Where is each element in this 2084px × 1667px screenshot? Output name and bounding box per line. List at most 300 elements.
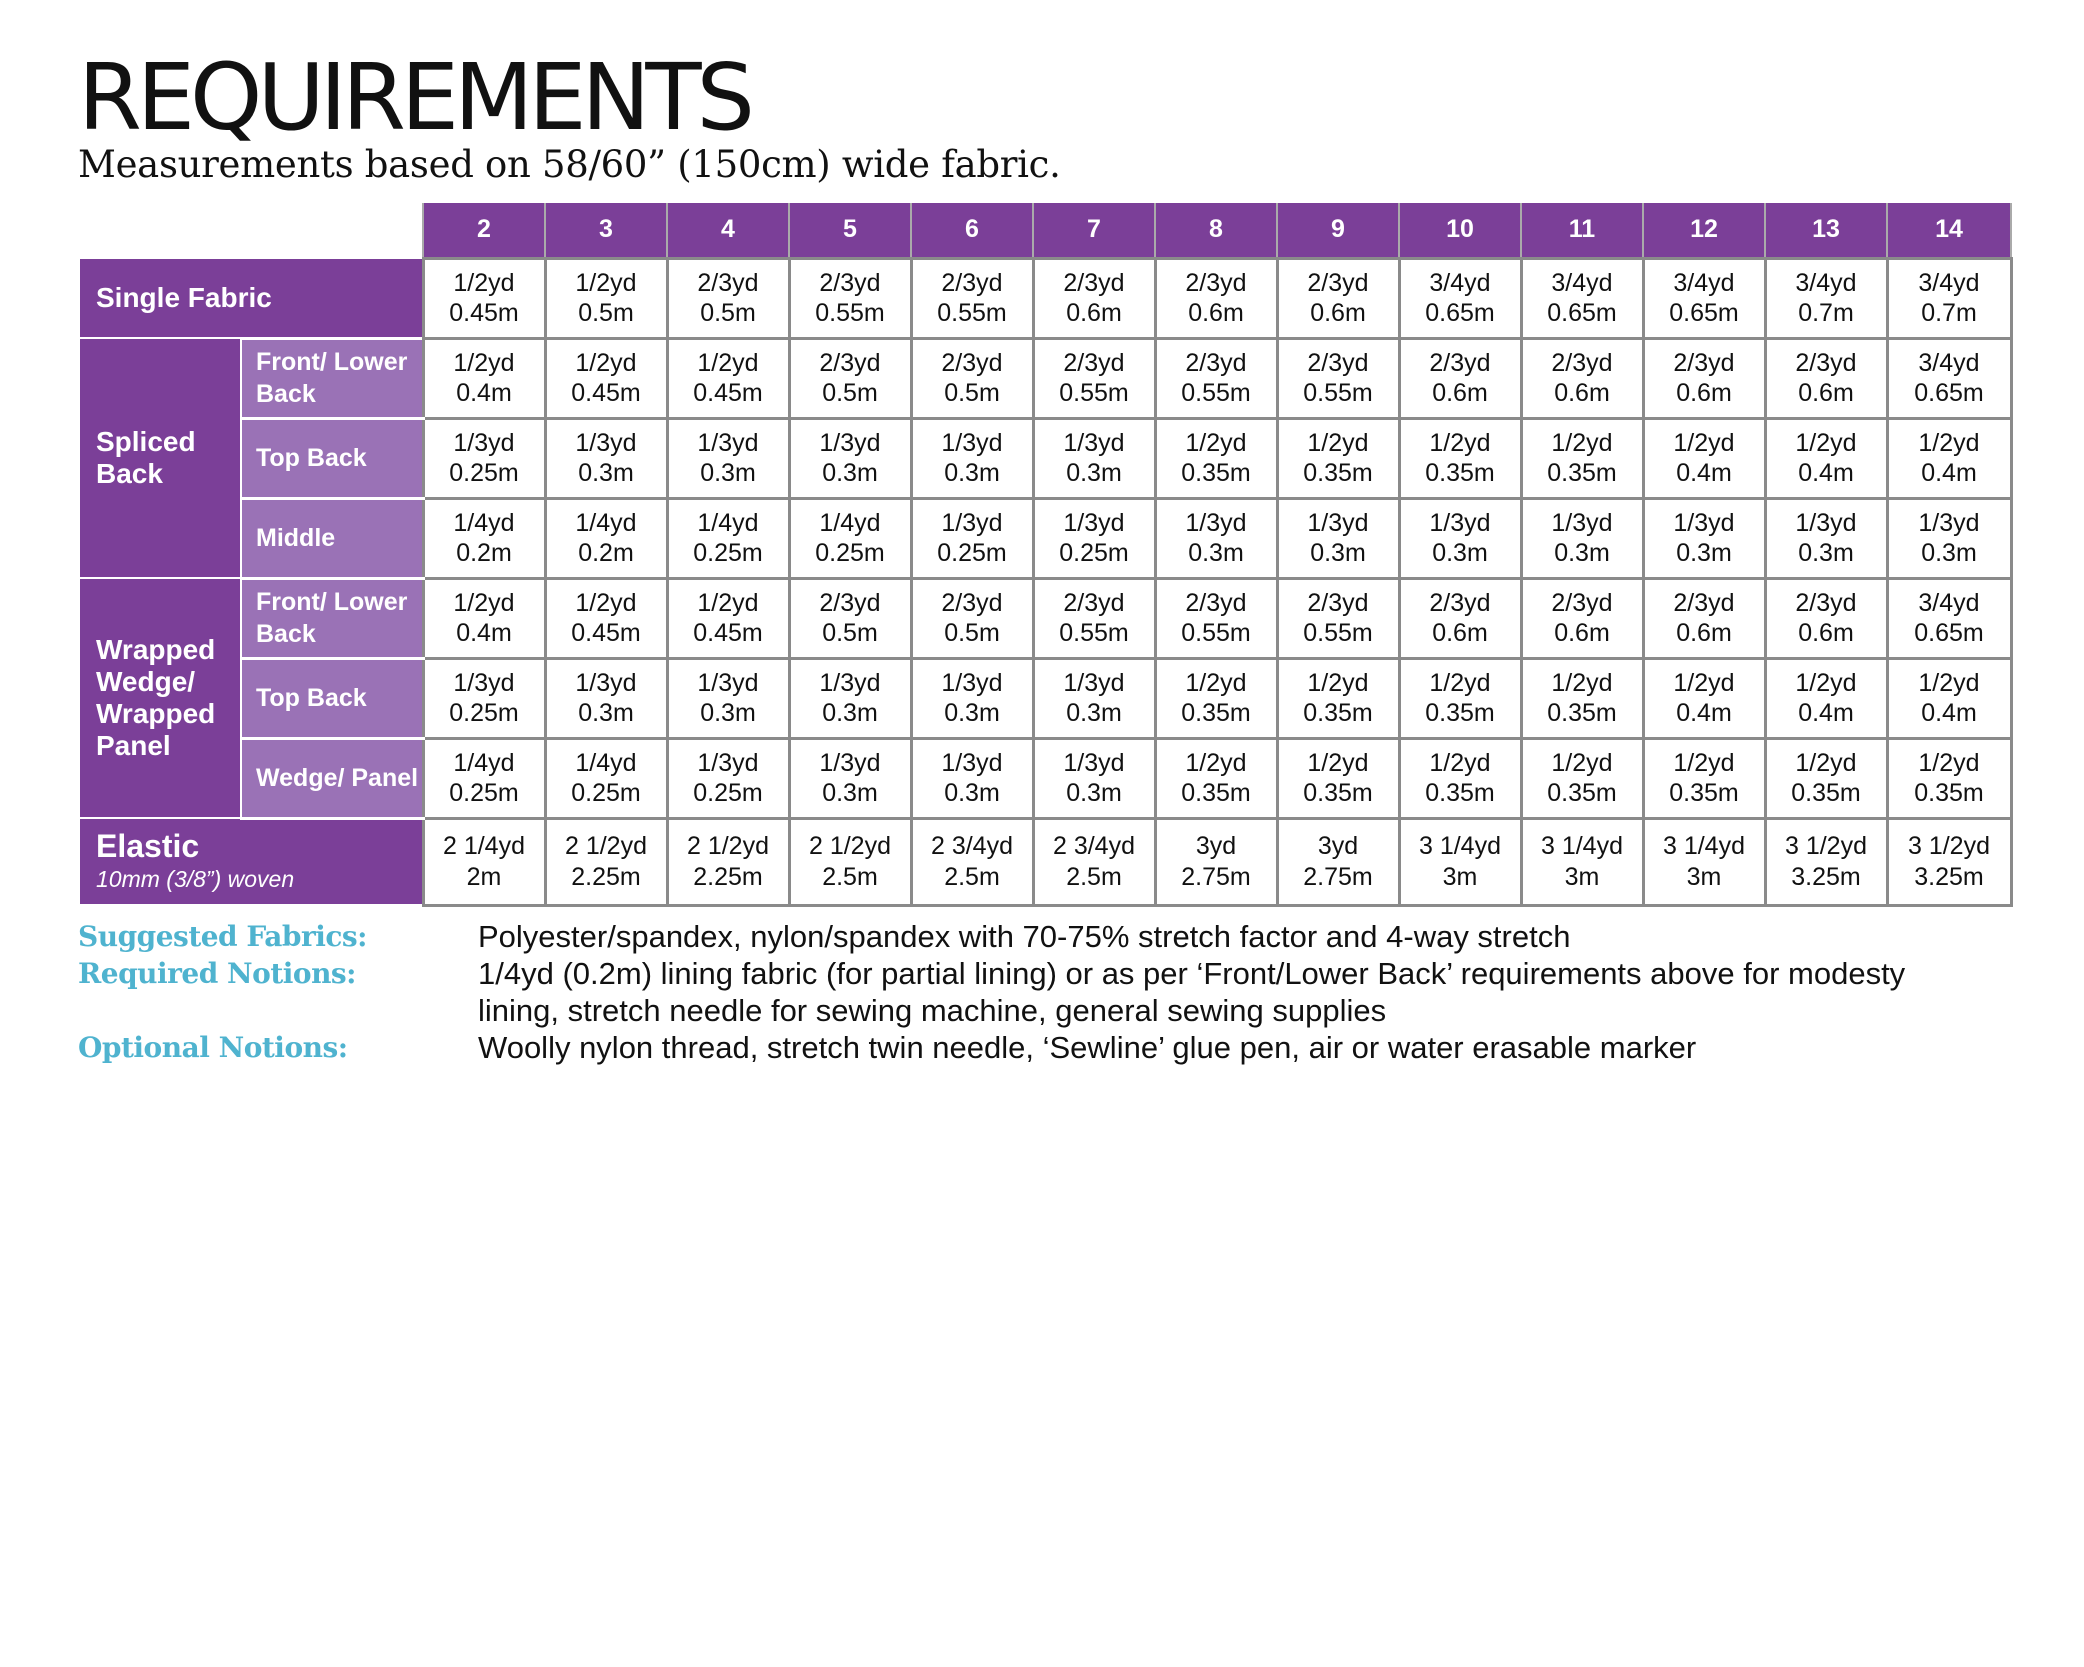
metre-value: 3m (1442, 862, 1478, 891)
yardage-value: 2/3yd (941, 268, 1003, 297)
metre-value: 0.25m (1059, 539, 1129, 567)
metre-value: 0.2m (578, 539, 634, 567)
metre-value: 0.55m (1059, 379, 1129, 407)
value-cell (1399, 418, 1521, 498)
metre-value: 0.6m (1798, 619, 1854, 647)
yardage-value: 3 1/2yd (1907, 832, 1990, 860)
note-line: Polyester/spandex, nylon/spandex with 70-75% stretch factor and 4-way stretch (478, 919, 1571, 954)
metre-value: 0.3m (578, 459, 634, 487)
yardage-value: 1/2yd (1795, 428, 1857, 457)
value-cell (1887, 258, 2011, 338)
value-cell (911, 738, 1033, 818)
value-cell (1765, 818, 1887, 905)
yardage-value: 3 1/4yd (1418, 832, 1501, 860)
yardage-value: 3/4yd (1795, 268, 1857, 297)
value-cell (1033, 498, 1155, 578)
value-cell (1033, 658, 1155, 738)
value-cell (1643, 338, 1765, 418)
yardage-value: 1/2yd (1795, 668, 1857, 697)
yardage-value: 2/3yd (819, 588, 881, 617)
metre-value: 3.25m (1914, 862, 1984, 891)
value-cell (1521, 738, 1643, 818)
yardage-value: 1/2yd (1795, 748, 1857, 777)
yardage-value: 2/3yd (1063, 348, 1125, 377)
value-cell (911, 818, 1033, 905)
metre-value: 0.65m (1914, 619, 1984, 647)
metre-value: 0.35m (1669, 779, 1739, 807)
yardage-value: 3 1/2yd (1784, 832, 1867, 860)
value-cell (1521, 578, 1643, 658)
value-cell (789, 578, 911, 658)
value-cell (667, 658, 789, 738)
value-cell (789, 818, 911, 905)
yardage-value: 2/3yd (1185, 588, 1247, 617)
metre-value: 0.4m (456, 379, 512, 407)
yardage-value: 1/2yd (453, 268, 515, 297)
value-cell (1765, 338, 1887, 418)
yardage-value: 1/3yd (1307, 508, 1369, 537)
value-cell (789, 658, 911, 738)
metre-value: 0.25m (449, 699, 519, 727)
metre-value: 0.25m (815, 539, 885, 567)
size-header: 3 (545, 203, 667, 258)
value-cell (1887, 338, 2011, 418)
size-header: 9 (1277, 203, 1399, 258)
metre-value: 0.45m (571, 619, 641, 647)
subcategory-label: Wedge/ Panel (241, 738, 423, 818)
metre-value: 0.4m (1921, 699, 1977, 727)
yardage-value: 1/2yd (697, 588, 759, 617)
metre-value: 0.5m (944, 619, 1000, 647)
note-line: 1/4yd (0.2m) lining fabric (for partial lining) or as per ‘Front/Lower Back’ requirements above for modesty (478, 956, 1906, 991)
yardage-value: 1/2yd (453, 348, 515, 377)
size-header: 2 (423, 203, 545, 258)
value-cell (1155, 498, 1277, 578)
table-row (79, 338, 2011, 418)
value-cell (1277, 818, 1399, 905)
yardage-value: 2/3yd (941, 348, 1003, 377)
yardage-value: 3/4yd (1918, 268, 1980, 297)
yardage-value: 2/3yd (1429, 588, 1491, 617)
metre-value: 0.35m (1914, 779, 1984, 807)
metre-value: 3.25m (1791, 862, 1861, 891)
note-row (78, 918, 2028, 955)
value-cell (545, 498, 667, 578)
metre-value: 0.3m (822, 779, 878, 807)
metre-value: 0.7m (1921, 299, 1977, 327)
yardage-value: 3 1/4yd (1540, 832, 1623, 860)
metre-value: 0.2m (456, 539, 512, 567)
metre-value: 0.3m (578, 699, 634, 727)
yardage-value: 1/4yd (819, 508, 881, 537)
yardage-value: 1/3yd (941, 668, 1003, 697)
value-cell (667, 578, 789, 658)
value-cell (667, 498, 789, 578)
yardage-value: 3yd (1317, 832, 1359, 860)
value-cell (1399, 338, 1521, 418)
size-header: 11 (1521, 203, 1643, 258)
metre-value: 0.3m (944, 699, 1000, 727)
page-subtitle: Measurements based on 58/60” (150cm) wide fabric. (78, 143, 1061, 186)
yardage-value: 2 3/4yd (1052, 832, 1135, 860)
metre-value: 0.25m (449, 459, 519, 487)
value-cell (1277, 578, 1399, 658)
size-header: 6 (911, 203, 1033, 258)
value-cell (1277, 658, 1399, 738)
subcategory-label: Top Back (241, 658, 423, 738)
metre-value: 0.3m (1310, 539, 1366, 567)
metre-value: 2.75m (1303, 862, 1373, 891)
value-cell (545, 258, 667, 338)
elastic-note: 10mm (3/8”) woven (96, 866, 295, 893)
yardage-value: 1/3yd (819, 428, 881, 457)
table-row (79, 738, 2011, 818)
metre-value: 0.55m (815, 299, 885, 327)
value-cell (1765, 418, 1887, 498)
value-cell (423, 738, 545, 818)
note-text (478, 918, 2028, 955)
value-cell (1155, 338, 1277, 418)
metre-value: 0.4m (456, 619, 512, 647)
value-cell (667, 338, 789, 418)
yardage-value: 1/2yd (1551, 428, 1613, 457)
metre-value: 0.35m (1547, 459, 1617, 487)
value-cell (1033, 258, 1155, 338)
metre-value: 0.4m (1798, 699, 1854, 727)
value-cell (789, 418, 911, 498)
metre-value: 0.6m (1432, 379, 1488, 407)
value-cell (911, 258, 1033, 338)
note-row (78, 955, 2028, 1029)
yardage-value: 2 1/4yd (442, 832, 525, 860)
size-header: 8 (1155, 203, 1277, 258)
value-cell (1155, 818, 1277, 905)
yardage-value: 1/4yd (453, 508, 515, 537)
value-cell (1277, 338, 1399, 418)
yardage-value: 3/4yd (1673, 268, 1735, 297)
metre-value: 0.4m (1921, 459, 1977, 487)
value-cell (1643, 418, 1765, 498)
yardage-value: 1/3yd (1063, 508, 1125, 537)
value-cell (789, 738, 911, 818)
yardage-value: 3/4yd (1429, 268, 1491, 297)
value-cell (1643, 578, 1765, 658)
metre-value: 0.65m (1425, 299, 1495, 327)
yardage-value: 1/2yd (575, 268, 637, 297)
value-cell (667, 738, 789, 818)
value-cell (911, 418, 1033, 498)
metre-value: 0.6m (1676, 619, 1732, 647)
metre-value: 0.3m (944, 779, 1000, 807)
metre-value: 0.3m (944, 459, 1000, 487)
value-cell (911, 498, 1033, 578)
metre-value: 0.35m (1303, 459, 1373, 487)
metre-value: 0.5m (578, 299, 634, 327)
metre-value: 0.4m (1798, 459, 1854, 487)
yardage-value: 1/3yd (1918, 508, 1980, 537)
yardage-value: 1/3yd (1185, 508, 1247, 537)
subcategory-label: Middle (241, 498, 423, 578)
metre-value: 2.5m (822, 862, 878, 891)
yardage-value: 3/4yd (1918, 348, 1980, 377)
metre-value: 0.5m (944, 379, 1000, 407)
metre-value: 0.3m (1066, 699, 1122, 727)
metre-value: 0.35m (1791, 779, 1861, 807)
value-cell (1521, 658, 1643, 738)
metre-value: 0.45m (693, 379, 763, 407)
value-cell (1155, 258, 1277, 338)
value-cell (1277, 258, 1399, 338)
yardage-value: 2/3yd (1673, 348, 1735, 377)
value-cell (423, 658, 545, 738)
yardage-value: 1/3yd (575, 428, 637, 457)
yardage-value: 2/3yd (1063, 588, 1125, 617)
value-cell (789, 498, 911, 578)
size-header-row (79, 203, 2011, 258)
metre-value: 0.7m (1798, 299, 1854, 327)
page-title: REQUIREMENTS (78, 44, 750, 151)
yardage-value: 2 1/2yd (564, 832, 647, 860)
value-cell (1155, 738, 1277, 818)
category-spliced-back: Spliced Back (79, 338, 241, 578)
metre-value: 0.4m (1676, 699, 1732, 727)
yardage-value: 1/2yd (1673, 428, 1735, 457)
table-row (79, 818, 2011, 905)
yardage-value: 2/3yd (1307, 348, 1369, 377)
yardage-value: 1/2yd (1673, 748, 1735, 777)
value-cell (1887, 498, 2011, 578)
yardage-value: 2 1/2yd (686, 832, 769, 860)
note-line: lining, stretch needle for sewing machine, general sewing supplies (478, 993, 1387, 1028)
value-cell (1887, 658, 2011, 738)
yardage-value: 1/2yd (1429, 428, 1491, 457)
yardage-value: 2/3yd (1795, 588, 1857, 617)
yardage-value: 1/2yd (1918, 668, 1980, 697)
value-cell (1277, 738, 1399, 818)
yardage-value: 1/3yd (697, 428, 759, 457)
yardage-value: 2/3yd (819, 348, 881, 377)
yardage-value: 1/3yd (1063, 668, 1125, 697)
value-cell (1887, 818, 2011, 905)
yardage-value: 1/4yd (453, 748, 515, 777)
yardage-value: 1/2yd (575, 348, 637, 377)
value-cell (667, 258, 789, 338)
yardage-value: 2/3yd (1185, 348, 1247, 377)
yardage-value: 1/3yd (453, 428, 515, 457)
yardage-value: 1/4yd (697, 508, 759, 537)
metre-value: 0.3m (1188, 539, 1244, 567)
value-cell (1643, 498, 1765, 578)
metre-value: 0.65m (1914, 379, 1984, 407)
metre-value: 0.6m (1066, 299, 1122, 327)
subcategory-label: Front/ Lower Back (241, 578, 423, 658)
yardage-value: 1/2yd (1307, 428, 1369, 457)
yardage-value: 1/2yd (1185, 748, 1247, 777)
value-cell (1643, 818, 1765, 905)
yardage-value: 1/2yd (1551, 748, 1613, 777)
yardage-value: 2/3yd (1063, 268, 1125, 297)
value-cell (1765, 498, 1887, 578)
table-row (79, 498, 2011, 578)
yardage-value: 1/3yd (819, 748, 881, 777)
metre-value: 0.3m (822, 699, 878, 727)
value-cell (545, 338, 667, 418)
value-cell (1643, 258, 1765, 338)
yardage-value: 1/2yd (1429, 668, 1491, 697)
subcategory-label: Front/ Lower Back (241, 338, 423, 418)
metre-value: 0.35m (1547, 699, 1617, 727)
value-cell (911, 658, 1033, 738)
yardage-value: 1/3yd (1673, 508, 1735, 537)
yardage-value: 1/3yd (1429, 508, 1491, 537)
note-label: Optional Notions: (78, 1031, 348, 1064)
metre-value: 0.55m (1303, 619, 1373, 647)
value-cell (789, 258, 911, 338)
value-cell (1887, 578, 2011, 658)
yardage-value: 2/3yd (1307, 588, 1369, 617)
value-cell (1155, 658, 1277, 738)
value-cell (667, 818, 789, 905)
value-cell (1643, 738, 1765, 818)
metre-value: 0.5m (700, 299, 756, 327)
yardage-value: 2/3yd (1185, 268, 1247, 297)
yardage-value: 1/2yd (1918, 428, 1980, 457)
value-cell (1277, 498, 1399, 578)
yardage-value: 2 3/4yd (930, 832, 1013, 860)
metre-value: 0.6m (1432, 619, 1488, 647)
yardage-value: 1/3yd (1795, 508, 1857, 537)
size-header: 14 (1887, 203, 2011, 258)
note-line: Woolly nylon thread, stretch twin needle, ‘Sewline’ glue pen, air or water erasable marker (478, 1030, 1697, 1065)
yardage-value: 2/3yd (1429, 348, 1491, 377)
metre-value: 2.25m (693, 862, 763, 891)
value-cell (911, 578, 1033, 658)
requirements-table (78, 203, 2013, 907)
yardage-value: 1/3yd (1063, 428, 1125, 457)
category-elastic (79, 818, 423, 905)
yardage-value: 1/4yd (575, 508, 637, 537)
metre-value: 0.35m (1181, 459, 1251, 487)
value-cell (1399, 258, 1521, 338)
metre-value: 2.25m (571, 862, 641, 891)
metre-value: 0.3m (1554, 539, 1610, 567)
value-cell (1765, 658, 1887, 738)
value-cell (1521, 818, 1643, 905)
value-cell (423, 258, 545, 338)
metre-value: 0.3m (822, 459, 878, 487)
value-cell (545, 658, 667, 738)
yardage-value: 2/3yd (697, 268, 759, 297)
yardage-value: 1/3yd (1063, 748, 1125, 777)
metre-value: 0.35m (1303, 779, 1373, 807)
metre-value: 0.3m (1921, 539, 1977, 567)
yardage-value: 1/3yd (697, 668, 759, 697)
value-cell (1765, 578, 1887, 658)
yardage-value: 1/2yd (1185, 668, 1247, 697)
yardage-value: 1/3yd (453, 668, 515, 697)
metre-value: 0.65m (1669, 299, 1739, 327)
metre-value: 0.4m (1676, 459, 1732, 487)
value-cell (1033, 738, 1155, 818)
yardage-value: 2 1/2yd (808, 832, 891, 860)
value-cell (1887, 418, 2011, 498)
metre-value: 0.55m (937, 299, 1007, 327)
metre-value: 0.3m (1798, 539, 1854, 567)
yardage-value: 2/3yd (1307, 268, 1369, 297)
metre-value: 2.75m (1181, 862, 1251, 891)
yardage-value: 2/3yd (819, 268, 881, 297)
metre-value: 0.35m (1303, 699, 1373, 727)
yardage-value: 2/3yd (1673, 588, 1735, 617)
yardage-value: 1/3yd (941, 428, 1003, 457)
yardage-value: 1/2yd (1307, 748, 1369, 777)
yardage-value: 3/4yd (1918, 588, 1980, 617)
yardage-value: 1/3yd (819, 668, 881, 697)
yardage-value: 1/3yd (575, 668, 637, 697)
value-cell (1521, 338, 1643, 418)
value-cell (667, 418, 789, 498)
metre-value: 0.3m (1066, 459, 1122, 487)
metre-value: 0.55m (1181, 619, 1251, 647)
metre-value: 0.35m (1425, 779, 1495, 807)
metre-value: 0.6m (1310, 299, 1366, 327)
value-cell (1033, 338, 1155, 418)
subcategory-label: Top Back (241, 418, 423, 498)
yardage-value: 1/2yd (697, 348, 759, 377)
size-header: 5 (789, 203, 911, 258)
yardage-value: 1/3yd (697, 748, 759, 777)
metre-value: 0.55m (1059, 619, 1129, 647)
metre-value: 0.25m (693, 539, 763, 567)
value-cell (423, 578, 545, 658)
elastic-label: Elastic (96, 828, 200, 865)
table-row (79, 658, 2011, 738)
metre-value: 0.6m (1554, 619, 1610, 647)
value-cell (545, 418, 667, 498)
metre-value: 0.6m (1798, 379, 1854, 407)
metre-value: 0.25m (449, 779, 519, 807)
metre-value: 3m (1686, 862, 1722, 891)
yardage-value: 1/2yd (1918, 748, 1980, 777)
yardage-value: 2/3yd (1551, 348, 1613, 377)
value-cell (1155, 578, 1277, 658)
yardage-value: 1/4yd (575, 748, 637, 777)
yardage-value: 1/2yd (1307, 668, 1369, 697)
category-wrapped: Wrapped Wedge/ Wrapped Panel (79, 578, 241, 818)
metre-value: 0.35m (1425, 459, 1495, 487)
value-cell (1399, 498, 1521, 578)
metre-value: 0.65m (1547, 299, 1617, 327)
metre-value: 0.55m (1303, 379, 1373, 407)
note-text (478, 955, 2028, 1029)
metre-value: 0.3m (1066, 779, 1122, 807)
metre-value: 0.55m (1181, 379, 1251, 407)
value-cell (789, 338, 911, 418)
value-cell (1399, 738, 1521, 818)
yardage-value: 3/4yd (1551, 268, 1613, 297)
metre-value: 0.25m (693, 779, 763, 807)
value-cell (1521, 258, 1643, 338)
header-blank-cell (79, 203, 423, 258)
value-cell (1887, 738, 2011, 818)
value-cell (545, 578, 667, 658)
metre-value: 0.6m (1554, 379, 1610, 407)
metre-value: 0.45m (693, 619, 763, 647)
value-cell (545, 738, 667, 818)
yardage-value: 1/3yd (941, 748, 1003, 777)
metre-value: 0.35m (1181, 699, 1251, 727)
metre-value: 0.3m (1676, 539, 1732, 567)
